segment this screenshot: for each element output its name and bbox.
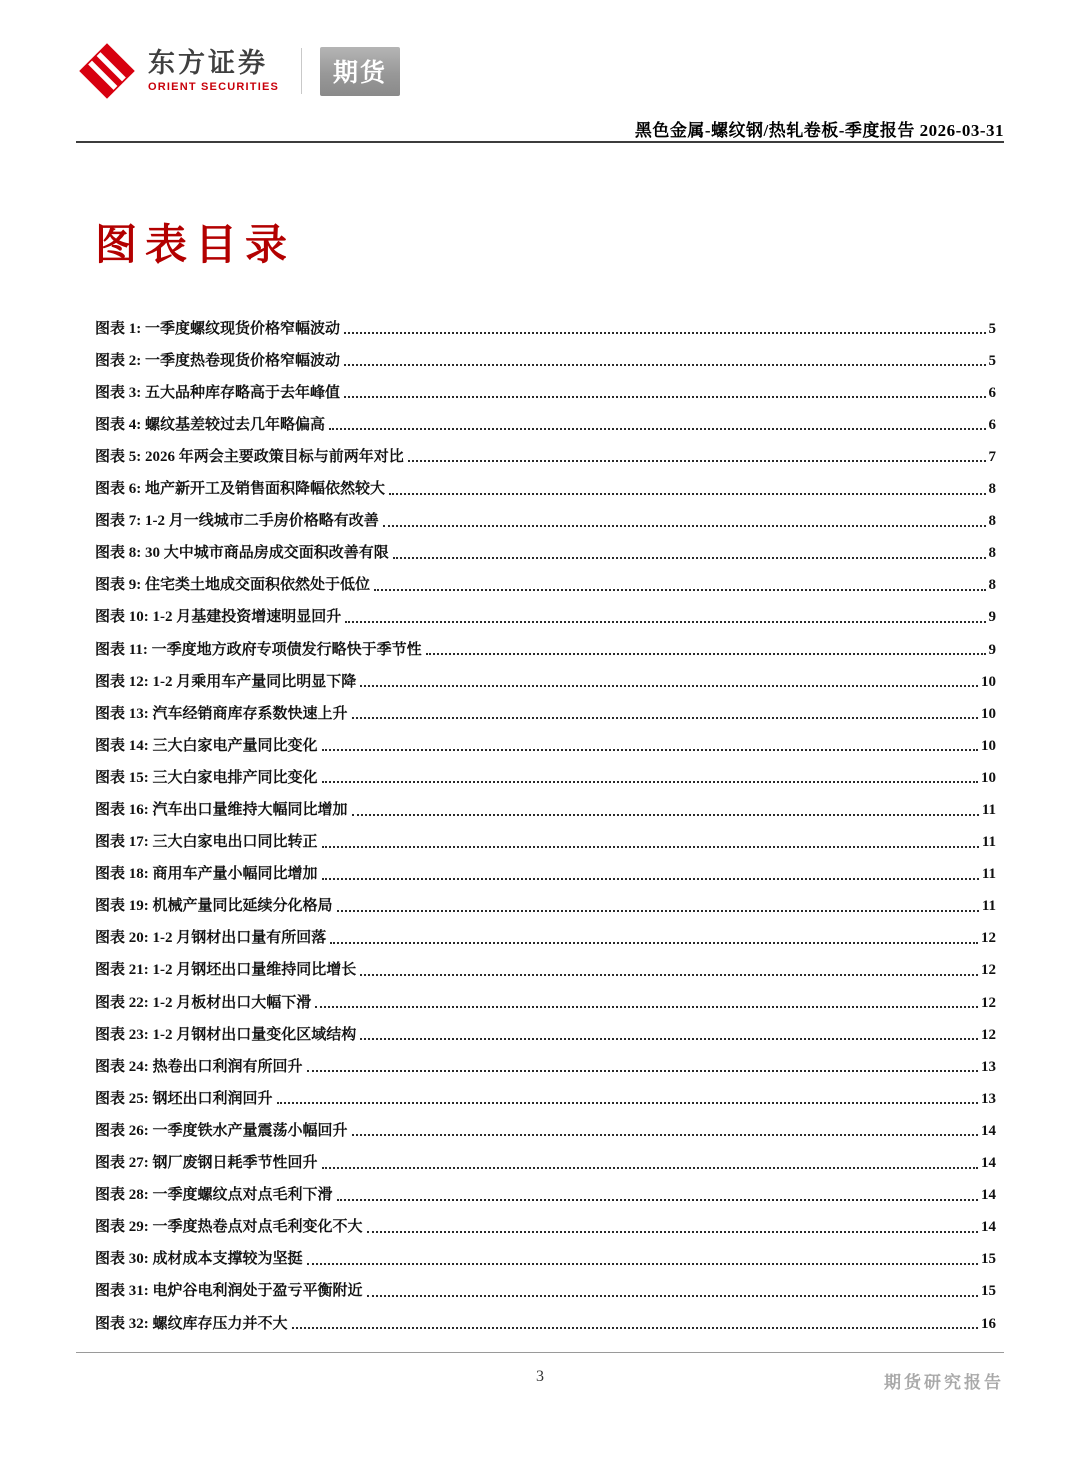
toc-entry[interactable] — [95, 1141, 996, 1173]
toc-entry-page: 14 — [981, 1219, 996, 1236]
toc-entry-label: 图表 13: 汽车经销商库存系数快速上升 — [95, 705, 348, 722]
toc-entry[interactable] — [95, 853, 996, 885]
toc-entry[interactable] — [95, 532, 996, 564]
toc-entry[interactable] — [95, 1013, 996, 1045]
toc-entry[interactable] — [95, 1302, 996, 1334]
toc-entry-label: 图表 9: 住宅类土地成交面积依然处于低位 — [95, 577, 370, 594]
toc-entry[interactable] — [95, 885, 996, 917]
toc-entry-label: 图表 25: 钢坯出口利润回升 — [95, 1090, 273, 1107]
toc-entry-page: 15 — [981, 1283, 996, 1300]
toc-entry[interactable] — [95, 371, 996, 403]
toc-entry-page: 6 — [988, 384, 996, 401]
toc-entry-label: 图表 20: 1-2 月钢材出口量有所回落 — [95, 930, 327, 947]
brand-name-cn: 东方证券 — [148, 47, 268, 78]
toc-entry-dot-leader — [337, 1199, 979, 1201]
toc-entry-label: 图表 29: 一季度热卷点对点毛利变化不大 — [95, 1219, 363, 1236]
toc-entry-dot-leader — [277, 1102, 979, 1104]
toc-entry[interactable] — [95, 660, 996, 692]
toc-entry-page: 5 — [988, 352, 996, 369]
futures-badge: 期货 — [320, 47, 400, 96]
brand-text — [148, 49, 279, 94]
toc-entry-page: 12 — [981, 1026, 996, 1043]
toc-entry-page: 10 — [981, 769, 996, 786]
toc-entry-dot-leader — [408, 460, 986, 462]
toc-entry-dot-leader — [330, 942, 978, 944]
toc-entry[interactable] — [95, 949, 996, 981]
toc-entry-dot-leader — [322, 749, 979, 751]
toc-entry-page: 10 — [981, 737, 996, 754]
toc-entry-label: 图表 28: 一季度螺纹点对点毛利下滑 — [95, 1187, 333, 1204]
toc-entry-label: 图表 21: 1-2 月钢坯出口量维持同比增长 — [95, 962, 357, 979]
toc-entry-dot-leader — [344, 364, 986, 366]
toc-entry[interactable] — [95, 692, 996, 724]
toc-entry[interactable] — [95, 821, 996, 853]
toc-entry-page: 9 — [988, 609, 996, 626]
toc-entry-page: 8 — [988, 545, 996, 562]
toc-entry[interactable] — [95, 1174, 996, 1206]
toc-entry-dot-leader — [337, 910, 979, 912]
toc-entry-dot-leader — [322, 1167, 979, 1169]
toc-entry[interactable] — [95, 403, 996, 435]
toc-entry-dot-leader — [344, 332, 986, 334]
toc-entry-label: 图表 27: 钢厂废钢日耗季节性回升 — [95, 1155, 318, 1172]
toc-entry-label: 图表 8: 30 大中城市商品房成交面积改善有限 — [95, 545, 389, 562]
toc-entry-label: 图表 12: 1-2 月乘用车产量同比明显下降 — [95, 673, 357, 690]
toc-entry-dot-leader — [383, 525, 986, 527]
toc-entry-page: 15 — [981, 1251, 996, 1268]
toc-entry-label: 图表 3: 五大品种库存略高于去年峰值 — [95, 384, 340, 401]
document-info: 黑色金属-螺纹钢/热轧卷板-季度报告 2026-03-31 — [634, 121, 1004, 140]
orient-securities-logo-icon — [78, 42, 136, 100]
toc-entry-dot-leader — [352, 717, 979, 719]
toc-entry-page: 14 — [981, 1155, 996, 1172]
toc-entry[interactable] — [95, 500, 996, 532]
toc-entry[interactable] — [95, 1077, 996, 1109]
toc-entry-page: 10 — [981, 673, 996, 690]
toc-entry-dot-leader — [322, 878, 979, 880]
toc-entry-dot-leader — [360, 685, 978, 687]
toc-entry-label: 图表 4: 螺纹基差较过去几年略偏高 — [95, 416, 325, 433]
toc-entry-label: 图表 18: 商用车产量小幅同比增加 — [95, 866, 318, 883]
toc-entry[interactable] — [95, 467, 996, 499]
footer-page-number: 3 — [536, 1368, 544, 1385]
toc-entry[interactable] — [95, 628, 996, 660]
toc-entry[interactable] — [95, 724, 996, 756]
toc-entry-page: 11 — [981, 866, 996, 883]
toc-entry-label: 图表 10: 1-2 月基建投资增速明显回升 — [95, 609, 342, 626]
toc-entry-page: 8 — [988, 513, 996, 530]
brand-name-en: ORIENT SECURITIES — [148, 81, 280, 94]
toc-entry[interactable] — [95, 1238, 996, 1270]
toc-entry[interactable] — [95, 435, 996, 467]
toc-entry-page: 11 — [981, 834, 996, 851]
toc-entry[interactable] — [95, 788, 996, 820]
toc-entry-dot-leader — [393, 557, 986, 559]
toc-entry-page: 14 — [981, 1187, 996, 1204]
toc-entry-page: 13 — [981, 1090, 996, 1107]
toc-entry-dot-leader — [315, 1006, 978, 1008]
toc-entry-dot-leader — [367, 1231, 979, 1233]
toc-entry-label: 图表 15: 三大白家电排产同比变化 — [95, 769, 318, 786]
toc-entry[interactable] — [95, 564, 996, 596]
toc-entry-dot-leader — [360, 1038, 978, 1040]
toc-entry-label: 图表 23: 1-2 月钢材出口量变化区域结构 — [95, 1026, 357, 1043]
toc-entry[interactable] — [95, 596, 996, 628]
page-title: 图表目录 — [95, 223, 296, 269]
toc-entry-dot-leader — [322, 781, 979, 783]
toc-entry-label: 图表 17: 三大白家电出口同比转正 — [95, 834, 318, 851]
toc-entry[interactable] — [95, 1270, 996, 1302]
toc-entry-dot-leader — [292, 1327, 979, 1329]
toc-entry-label: 图表 5: 2026 年两会主要政策目标与前两年对比 — [95, 448, 404, 465]
toc-entry-label: 图表 1: 一季度螺纹现货价格窄幅波动 — [95, 320, 340, 337]
toc-entry-dot-leader — [374, 589, 986, 591]
brand-divider — [301, 48, 302, 94]
toc-entry-dot-leader — [367, 1295, 979, 1297]
toc-entry-label: 图表 14: 三大白家电产量同比变化 — [95, 737, 318, 754]
toc-entry-page: 13 — [981, 1058, 996, 1075]
toc-entry-label: 图表 2: 一季度热卷现货价格窄幅波动 — [95, 352, 340, 369]
header-rule — [76, 141, 1004, 143]
toc-entry[interactable] — [95, 756, 996, 788]
toc-entry-dot-leader — [352, 814, 979, 816]
toc-entry-dot-leader — [426, 653, 986, 655]
header-brand — [78, 42, 400, 100]
toc-entry[interactable] — [95, 339, 996, 371]
toc-entry-dot-leader — [307, 1263, 979, 1265]
toc-entry-label: 图表 16: 汽车出口量维持大幅同比增加 — [95, 802, 348, 818]
toc-entry-page: 11 — [981, 898, 996, 915]
toc-list — [95, 307, 996, 1334]
toc-entry-page: 10 — [981, 705, 996, 722]
toc-entry-page: 12 — [981, 930, 996, 947]
toc-entry-dot-leader — [344, 396, 986, 398]
toc-entry-page: 7 — [988, 448, 996, 465]
toc-entry-page: 8 — [988, 481, 996, 498]
toc-entry-page: 16 — [981, 1315, 996, 1332]
toc-entry-dot-leader — [389, 493, 986, 495]
toc-entry-page: 5 — [988, 320, 996, 337]
toc-entry-page: 8 — [988, 577, 996, 594]
toc-entry-label: 图表 24: 热卷出口利润有所回升 — [95, 1058, 303, 1075]
toc-entry[interactable] — [95, 917, 996, 949]
footer-rule — [76, 1352, 1004, 1353]
toc-entry-dot-leader — [352, 1134, 979, 1136]
toc-entry[interactable] — [95, 1206, 996, 1238]
toc-entry-label: 图表 32: 螺纹库存压力并不大 — [95, 1315, 288, 1332]
toc-entry-label: 图表 31: 电炉谷电利润处于盈亏平衡附近 — [95, 1283, 363, 1300]
toc-entry-dot-leader — [329, 428, 986, 430]
toc-entry[interactable] — [95, 307, 996, 339]
toc-entry-label: 图表 30: 成材成本支撑较为坚挺 — [95, 1251, 303, 1268]
toc-entry-page: 12 — [981, 962, 996, 979]
toc-entry-dot-leader — [322, 846, 979, 848]
toc-entry-dot-leader — [360, 974, 978, 976]
toc-entry-label: 图表 11: 一季度地方政府专项债发行略快于季节性 — [95, 641, 422, 658]
toc-entry[interactable] — [95, 981, 996, 1013]
toc-entry-label: 图表 22: 1-2 月板材出口大幅下滑 — [95, 994, 312, 1011]
toc-entry-page: 6 — [988, 416, 996, 433]
toc-entry[interactable] — [95, 1045, 996, 1077]
toc-entry-label: 图表 26: 一季度铁水产量震荡小幅回升 — [95, 1122, 348, 1139]
toc-entry-page: 11 — [981, 802, 996, 818]
toc-entry-label: 图表 6: 地产新开工及销售面积降幅依然较大 — [95, 481, 385, 498]
footer-report-type: 期货研究报告 — [884, 1373, 1004, 1392]
toc-entry-page: 14 — [981, 1122, 996, 1139]
toc-entry-label: 图表 7: 1-2 月一线城市二手房价格略有改善 — [95, 513, 379, 530]
toc-entry-dot-leader — [307, 1070, 979, 1072]
toc-entry-label: 图表 19: 机械产量同比延续分化格局 — [95, 898, 333, 915]
toc-entry[interactable] — [95, 1109, 996, 1141]
toc-entry-dot-leader — [345, 621, 985, 623]
toc-entry-page: 12 — [981, 994, 996, 1011]
toc-entry-page: 9 — [988, 641, 996, 658]
